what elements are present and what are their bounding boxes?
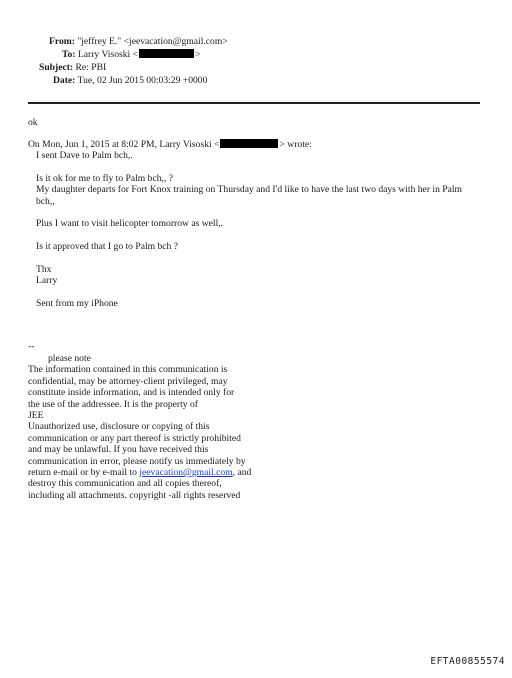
- quoted-line: I sent Dave to Palm bch,.: [36, 150, 133, 161]
- disclaimer-line: communication or any part thereof is strictly prohibited: [28, 432, 241, 444]
- redaction-bar: [139, 49, 194, 58]
- disclaimer-line: JEE: [28, 410, 44, 422]
- quoted-line: [36, 287, 462, 298]
- date-row: [53, 75, 207, 86]
- disclaimer-line: and may be unlawful. If you have received this: [28, 444, 209, 456]
- disclaimer-line: communication in error, please notify us immediately by: [28, 455, 246, 467]
- disclaimer-line: confidential, may be attorney-client privileged, may: [28, 375, 228, 387]
- date-value: Tue, 02 Jun 2015 00:03:29 +0000: [77, 75, 208, 86]
- disclaimer-line: the use of the addressee. It is the property of: [28, 398, 198, 410]
- quoted-line: Plus I want to visit helicopter tomorrow as well,.: [36, 218, 224, 230]
- to-value-prefix: Larry Visoski <: [77, 49, 139, 60]
- notify-prefix: return e-mail or by e-mail to: [28, 467, 140, 479]
- disclaimer-line: destroy this communication and all copies thereof,: [28, 478, 222, 490]
- reply-text: ok: [28, 117, 38, 128]
- to-row: [62, 49, 200, 60]
- from-label: From:: [49, 36, 75, 47]
- quoted-line: [36, 161, 462, 172]
- notify-line: [28, 467, 251, 478]
- quoted-line: Is it ok for me to fly to Palm bch,, ?: [36, 172, 173, 184]
- quoted-line: [36, 207, 462, 218]
- to-label: To:: [62, 49, 76, 60]
- quoted-line: [36, 230, 462, 241]
- disclaimer: [28, 353, 251, 501]
- quote-intro-suffix: > wrote:: [279, 139, 312, 150]
- quoted-message: [36, 150, 462, 310]
- quoted-line: Larry: [36, 275, 58, 287]
- quoted-line: My daughter departs for Fort Knox training on Thursday and I'd like to have the last two days with her in Palm: [36, 184, 462, 196]
- subject-row: [39, 62, 106, 73]
- quote-intro-prefix: On Mon, Jun 1, 2015 at 8:02 PM, Larry Visoski <: [28, 139, 220, 150]
- disclaimer-line: including all attachments. copyright -all rights reserved: [28, 489, 241, 501]
- quoted-line: Sent from my iPhone: [36, 298, 118, 310]
- subject-value: Re: PBI: [75, 62, 107, 73]
- disclaimer-line: constitute inside information, and is intended only for: [28, 387, 235, 399]
- notify-suffix: , and: [232, 467, 252, 479]
- quoted-line: [36, 253, 462, 264]
- please-note: please note: [48, 353, 91, 364]
- to-value-suffix: >: [195, 49, 201, 60]
- quoted-line: Is it approved that I go to Palm bch ?: [36, 241, 179, 253]
- date-label: Date:: [53, 75, 76, 86]
- from-value: "jeffrey E." <jeevacation@gmail.com>: [77, 36, 228, 47]
- header-divider: [28, 102, 480, 104]
- subject-label: Subject:: [39, 62, 74, 73]
- disclaimer-line: The information contained in this communication is: [28, 364, 228, 376]
- bates-number: EFTA00855574: [430, 655, 505, 667]
- signature-separator: --: [28, 341, 35, 352]
- from-row: [49, 36, 228, 47]
- quote-intro: [28, 139, 312, 150]
- quoted-line: bch,,: [36, 195, 55, 207]
- email-link[interactable]: jeevacation@gmail.com: [139, 467, 233, 479]
- quoted-line: Thx: [36, 264, 52, 276]
- redaction-bar: [220, 139, 278, 148]
- disclaimer-line: Unauthorized use, disclosure or copying of this: [28, 421, 210, 433]
